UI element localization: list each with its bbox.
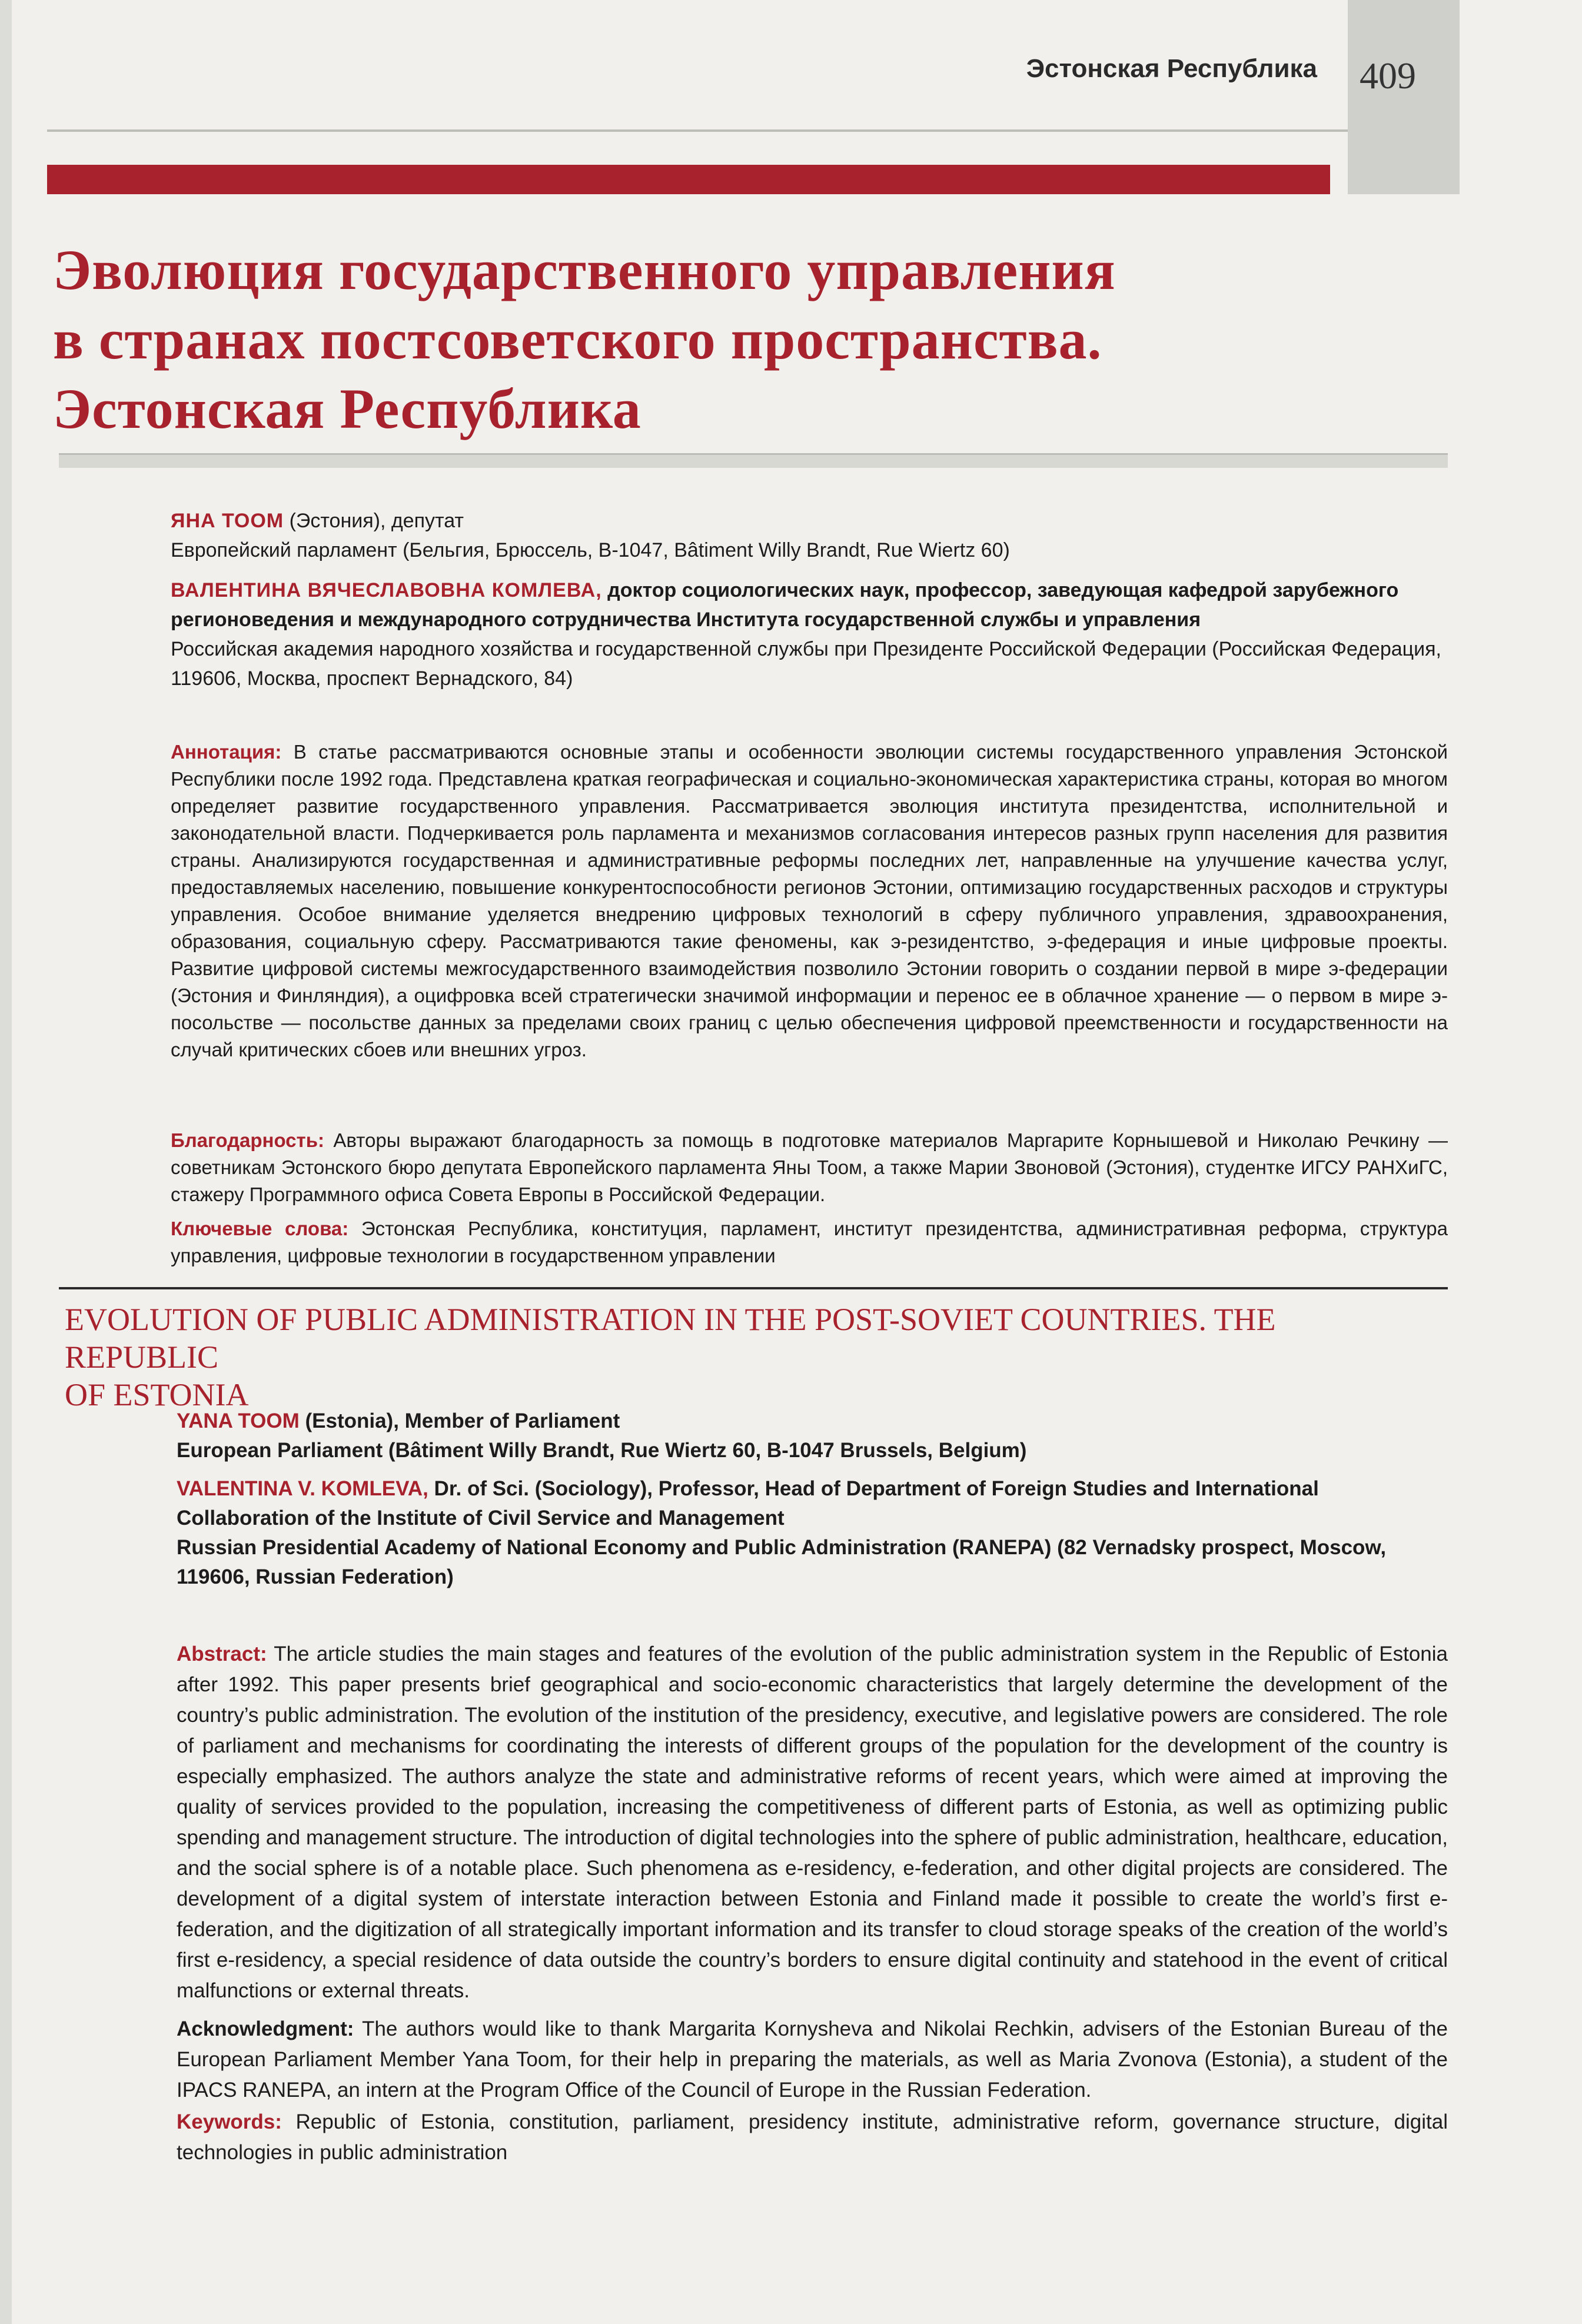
abstract-en — [177, 1639, 1448, 2006]
acknowledgment-en — [177, 2014, 1448, 2106]
thanks-ru-text: Авторы выражают благодарность за помощь в подготовке материалов Маргарите Корнышевой и Николаю Речкину — советникам Эстонского бюро депутата Европейского парламента Яны Тоом, а также Марии Звоновой (Эстония), студентке ИГСУ РАНХиГС, стажеру Программного офиса Совета Европы в Российской Федерации. — [171, 1129, 1448, 1205]
author-name: ВАЛЕНТИНА ВЯЧЕСЛАВОВНА КОМЛЕВА, — [171, 579, 602, 601]
title-en-line: EVOLUTION OF PUBLIC ADMINISTRATION IN THE POST-SOVIET COUNTRIES. THE REPUBLIC — [65, 1302, 1276, 1375]
title-en-line: OF ESTONIA — [65, 1377, 249, 1412]
abstract-en-label: Abstract: — [177, 1643, 267, 1665]
article-title-ru — [53, 235, 1407, 444]
author-name: VALENTINA V. KOMLEVA, — [177, 1477, 428, 1500]
author-ru-1 — [171, 506, 1448, 565]
red-accent-bar — [47, 165, 1330, 194]
running-title: Эстонская Республика — [1026, 54, 1317, 83]
author-affiliation: European Parliament (Bâtiment Willy Brandt, Rue Wiertz 60, B-1047 Brussels, Belgium) — [177, 1439, 1027, 1462]
author-role: доктор социологических наук, профессор, заведующая кафедрой зарубежного регионоведения и международного сотрудничества Института государственной службы и управления — [171, 579, 1399, 631]
author-en-2 — [177, 1474, 1448, 1592]
header-rule — [47, 129, 1348, 132]
author-affiliation: Российская академия народного хозяйства и государственной службы при Президенте Российской Федерации (Российская Федерация, 119606, Москва, проспект Вернадского, 84) — [171, 638, 1441, 690]
author-role: (Эстония), депутат — [284, 510, 464, 532]
author-name: ЯНА ТООМ — [171, 510, 284, 532]
keywords-en-label: Keywords: — [177, 2110, 282, 2133]
author-name: YANA TOOM — [177, 1409, 300, 1432]
author-ru-2 — [171, 576, 1448, 693]
keywords-ru — [171, 1215, 1448, 1269]
keywords-en-text: Republic of Estonia, constitution, parliament, presidency institute, administrative reform, governance structure, digital technologies in public administration — [177, 2110, 1448, 2164]
keywords-en — [177, 2107, 1448, 2168]
keywords-ru-label: Ключевые слова: — [171, 1218, 349, 1239]
abstract-ru — [171, 739, 1448, 1063]
author-affiliation: Russian Presidential Academy of National Economy and Public Administration (RANEPA) (82 Vernadsky prospect, Moscow, 119606, Russian Federation) — [177, 1536, 1387, 1588]
page-number: 409 — [1360, 55, 1416, 97]
abstract-en-text: The article studies the main stages and features of the evolution of the public administration system in the Republic of Estonia after 1992. This paper presents brief geographical and socio-economic characteristics that largely determine the development of the country’s public administration. The evolution of the institution of the presidency, executive, and legislative powers are considered. The role of parliament and mechanisms for coordinating the interests of different groups of the population for the development of the country is especially emphasized. The authors analyze the state and administrative reforms of recent years, which were aimed at improving the quality of services provided to the population, increasing the competitiveness of different parts of Estonia, as well as optimizing public spending and management structure. The introduction of digital technologies into the sphere of public administration, healthcare, education, and the social sphere is of a notable place. Such phenomena as e-residency, e-federation, and other digital projects are considered. The development of a digital system of interstate interaction between Estonia and Finland made it possible to create the world’s first e-federation, and the digitization of all strategically important information and its transfer to cloud storage speaks of the creation of the world’s first e-residency, a special residence of data outside the country’s borders to ensure digital continuity and statehood in the event of critical malfunctions or external threats. — [177, 1643, 1448, 2002]
author-affiliation: Европейский парламент (Бельгия, Брюссель, B-1047, Bâtiment Willy Brandt, Rue Wiertz 60) — [171, 539, 1010, 561]
title-ru-line: Эстонская Республика — [53, 377, 642, 440]
article-title-en — [65, 1301, 1418, 1414]
author-role: (Estonia), Member of Parliament — [299, 1409, 620, 1432]
abstract-ru-text: В статье рассматриваются основные этапы и особенности эволюции системы государственного управления Эстонской Республики после 1992 года. Представлена краткая географическая и социально-экономическая характеристика страны, которая во многом определяет развитие государственного управления. Рассматривается эволюция института президентства, исполнительной и законодательной власти. Подчеркивается роль парламента и механизмов согласования интересов разных групп населения для развития страны. Анализируются государственная и административные реформы последних лет, направленные на улучшение качества услуг, предоставляемых населению, повышение конкурентоспособности регионов Эстонии, оптимизацию государственных расходов и структуры управления. Особое внимание уделяется внедрению цифровых технологий в сферу публичного управления, здравоохранения, образования, социальную сферу. Рассматриваются такие феномены, как э-резидентство, э-федерация и иные цифровые проекты. Развитие цифровой системы межгосударственного взаимодействия позволило Эстонии говорить о создании первой в мире э-федерации (Эстония и Финляндия), а оцифровка всей стратегически значимой информации и перенос ее в облачное хранение — о первом в мире э-посольстве — посольстве данных за пределами своих границ с целью обеспечения цифровой преемственности и государственности на случай критических сбоев или внешних угроз. — [171, 741, 1448, 1060]
thanks-ru — [171, 1127, 1448, 1208]
acknowledgment-en-label: Acknowledgment: — [177, 2017, 354, 2040]
acknowledgment-en-text: The authors would like to thank Margarita Kornysheva and Nikolai Rechkin, advisers of the Estonian Bureau of the European Parliament Member Yana Toom, for their help in preparing the materials, as well as Maria Zvonova (Estonia), a student of the IPACS RANEPA, an intern at the Program Office of the Council of Europe in the Russian Federation. — [177, 2017, 1448, 2102]
author-role: Dr. of Sci. (Sociology), Professor, Head of Department of Foreign Studies and International Collaboration of the Institute of Civil Service and Management — [177, 1477, 1319, 1530]
title-ru-line: в странах постсоветского пространства. — [53, 308, 1102, 371]
language-divider — [59, 1287, 1448, 1289]
thanks-ru-label: Благодарность: — [171, 1129, 324, 1151]
title-shadow-rule — [59, 455, 1448, 468]
title-rule — [59, 453, 1448, 455]
abstract-ru-label: Аннотация: — [171, 741, 282, 763]
journal-page — [12, 0, 1582, 2324]
author-en-1 — [177, 1407, 1448, 1465]
title-ru-line: Эволюция государственного управления — [53, 238, 1116, 301]
keywords-ru-text: Эстонская Республика, конституция, парламент, институт президентства, административная реформа, структура управления, цифровые технологии в государственном управлении — [171, 1218, 1448, 1266]
